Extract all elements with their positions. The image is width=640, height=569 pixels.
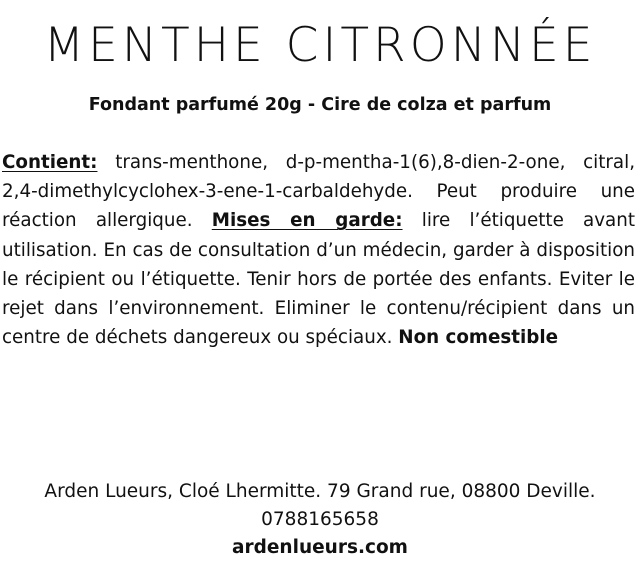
warnings-label: Mises en garde: [211, 210, 403, 232]
product-subtitle: Fondant parfumé 20g - Cire de colza et parfum [88, 95, 552, 115]
footer-address: Arden Lueurs, Cloé Lhermitte. 79 Grand rue, 08800 Deville. [44, 481, 596, 502]
contains-text: trans-menthone, d-p-mentha-1(6),8-dien-2-one, citral, 2,4-dimethylcyclohex-3-ene-1-carbaldehyde. Peut produire une réaction allergique. [2, 152, 636, 232]
composition-paragraph [2, 148, 635, 352]
footer-website: ardenlueurs.com [232, 537, 408, 558]
not-edible-notice: Non comestible [398, 327, 559, 349]
product-title: MENTHE CITRONNÉE [43, 18, 597, 73]
footer [0, 478, 640, 562]
contains-label: Contient: [2, 152, 98, 173]
warnings-text: lire l’étiquette avant utilisation. En cas de consultation d’un médecin, garder à disposition le récipient ou l’étiquette. Tenir hors de portée des enfants. Eviter le rejet dans l’environnement. Eliminer le contenu/récipient dans un centre de déchets dangereux ou spéciaux. [2, 210, 636, 349]
footer-phone: 0788165658 [261, 509, 379, 530]
